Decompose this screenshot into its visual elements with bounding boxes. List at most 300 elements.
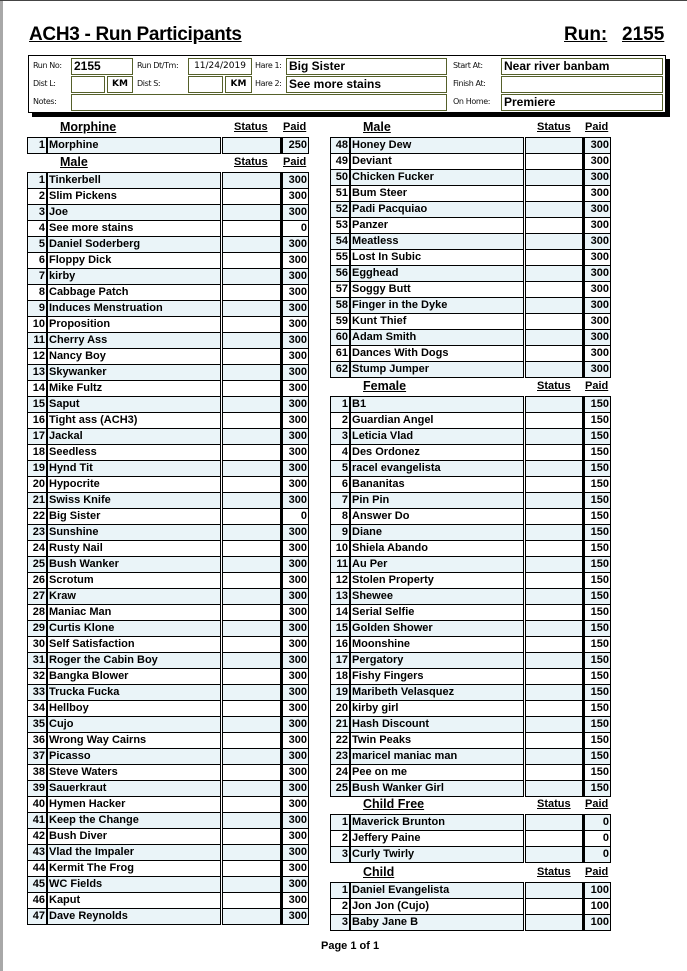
paid-amount: 300 xyxy=(583,330,611,346)
row-number: 22 xyxy=(27,509,48,525)
participant-status xyxy=(222,749,281,765)
paid-amount: 150 xyxy=(583,605,611,621)
row-number: 52 xyxy=(330,202,351,218)
participant-row xyxy=(27,349,309,365)
participant-status xyxy=(222,909,281,925)
participant-name: kirby xyxy=(48,269,221,285)
paid-amount: 300 xyxy=(281,717,309,733)
participant-row xyxy=(330,266,611,282)
row-number: 12 xyxy=(27,349,48,365)
notes-label: Notes: xyxy=(33,97,57,106)
row-number: 57 xyxy=(330,282,351,298)
participant-status xyxy=(222,653,281,669)
row-number: 35 xyxy=(27,717,48,733)
paid-amount: 300 xyxy=(281,877,309,893)
on-home-label: On Home: xyxy=(453,97,491,106)
participant-status xyxy=(222,269,281,285)
paid-column-header: Paid xyxy=(283,121,307,133)
participant-name: Mike Fultz xyxy=(48,381,221,397)
participant-name: kirby girl xyxy=(351,701,524,717)
participant-name: maricel maniac man xyxy=(351,749,524,765)
participant-name: Soggy Butt xyxy=(351,282,524,298)
row-number: 49 xyxy=(330,154,351,170)
paid-amount: 300 xyxy=(281,493,309,509)
participant-name: Curly Twirly xyxy=(351,847,524,863)
participant-row xyxy=(330,637,611,653)
paid-amount: 300 xyxy=(281,765,309,781)
paid-amount: 300 xyxy=(583,346,611,362)
report-title: ACH3 - Run Participants xyxy=(29,24,242,45)
paid-amount: 150 xyxy=(583,541,611,557)
paid-amount: 300 xyxy=(281,285,309,301)
run-dt-field: 11/24/2019 xyxy=(188,58,252,75)
participant-status xyxy=(525,477,583,493)
participant-name: Scrotum xyxy=(48,573,221,589)
paid-amount: 300 xyxy=(281,733,309,749)
paid-amount: 150 xyxy=(583,685,611,701)
run-value: 2155 xyxy=(622,24,665,45)
run-no-label: Run No: xyxy=(33,61,62,70)
participant-name: Sauerkraut xyxy=(48,781,221,797)
row-number: 1 xyxy=(330,396,351,413)
row-number: 10 xyxy=(330,541,351,557)
run-info-box xyxy=(28,55,666,113)
participant-status xyxy=(222,237,281,253)
participant-row xyxy=(330,557,611,573)
participant-name: Swiss Knife xyxy=(48,493,221,509)
participant-row xyxy=(27,461,309,477)
paid-amount: 0 xyxy=(281,221,309,237)
participant-name: Big Sister xyxy=(48,509,221,525)
section-title: Male xyxy=(363,120,391,134)
paid-amount: 300 xyxy=(281,237,309,253)
participant-name: Maniac Man xyxy=(48,605,221,621)
row-number: 54 xyxy=(330,234,351,250)
row-number: 6 xyxy=(330,477,351,493)
participant-row xyxy=(27,525,309,541)
participant-status xyxy=(222,589,281,605)
participant-status xyxy=(222,333,281,349)
participant-row xyxy=(27,253,309,269)
participant-name: Stump Jumper xyxy=(351,362,524,378)
participant-name: Rusty Nail xyxy=(48,541,221,557)
paid-amount: 0 xyxy=(583,831,611,847)
paid-amount: 300 xyxy=(281,621,309,637)
participant-name: Wrong Way Cairns xyxy=(48,733,221,749)
participant-status xyxy=(525,396,583,413)
row-number: 3 xyxy=(330,429,351,445)
participant-row xyxy=(27,605,309,621)
participant-name: Finger in the Dyke xyxy=(351,298,524,314)
row-number: 18 xyxy=(27,445,48,461)
participant-row xyxy=(27,205,309,221)
row-number: 34 xyxy=(27,701,48,717)
participant-name: Tinkerbell xyxy=(48,172,221,189)
participant-row xyxy=(330,765,611,781)
participant-name: Hynd Tit xyxy=(48,461,221,477)
participant-status xyxy=(222,669,281,685)
section-title: Child Free xyxy=(363,797,425,811)
participant-name: Bananitas xyxy=(351,477,524,493)
row-number: 3 xyxy=(330,915,351,931)
participant-row xyxy=(27,189,309,205)
participant-name: Seedless xyxy=(48,445,221,461)
participant-row xyxy=(27,285,309,301)
paid-amount: 300 xyxy=(281,557,309,573)
participant-row xyxy=(330,298,611,314)
row-number: 38 xyxy=(27,765,48,781)
participant-status xyxy=(222,349,281,365)
paid-amount: 300 xyxy=(281,189,309,205)
row-number: 26 xyxy=(27,573,48,589)
participant-row xyxy=(330,685,611,701)
row-number: 28 xyxy=(27,605,48,621)
row-number: 6 xyxy=(27,253,48,269)
participant-row xyxy=(330,573,611,589)
participant-row xyxy=(330,525,611,541)
participant-status xyxy=(525,461,583,477)
participant-row xyxy=(330,882,611,899)
paid-amount: 300 xyxy=(583,202,611,218)
row-number: 19 xyxy=(330,685,351,701)
participant-row xyxy=(330,137,611,154)
row-number: 9 xyxy=(27,301,48,317)
participant-status xyxy=(222,893,281,909)
participant-status xyxy=(525,814,583,831)
paid-amount: 300 xyxy=(583,314,611,330)
participant-row xyxy=(330,717,611,733)
status-column-header: Status xyxy=(234,121,268,133)
dist-l-field xyxy=(71,76,105,93)
participant-row xyxy=(330,605,611,621)
participant-status xyxy=(222,137,281,154)
row-number: 7 xyxy=(330,493,351,509)
paid-amount: 150 xyxy=(583,621,611,637)
participant-name: Floppy Dick xyxy=(48,253,221,269)
participant-status xyxy=(222,509,281,525)
participant-row xyxy=(27,877,309,893)
paid-column-header: Paid xyxy=(283,156,307,168)
participant-name: Bum Steer xyxy=(351,186,524,202)
participant-status xyxy=(525,154,583,170)
participant-name: Dances With Dogs xyxy=(351,346,524,362)
participant-name: Diane xyxy=(351,525,524,541)
paid-amount: 300 xyxy=(583,137,611,154)
paid-amount: 300 xyxy=(281,669,309,685)
participant-status xyxy=(222,605,281,621)
participant-row xyxy=(27,653,309,669)
paid-amount: 300 xyxy=(281,909,309,925)
participant-status xyxy=(525,573,583,589)
participant-name: Honey Dew xyxy=(351,137,524,154)
participant-status xyxy=(222,877,281,893)
participant-name: Kunt Thief xyxy=(351,314,524,330)
participant-status xyxy=(525,557,583,573)
participant-status xyxy=(525,701,583,717)
paid-amount: 300 xyxy=(583,282,611,298)
participant-row xyxy=(27,445,309,461)
participant-status xyxy=(222,765,281,781)
row-number: 24 xyxy=(27,541,48,557)
participant-status xyxy=(222,221,281,237)
participant-name: Keep the Change xyxy=(48,813,221,829)
row-number: 62 xyxy=(330,362,351,378)
paid-amount: 300 xyxy=(281,269,309,285)
paid-amount: 300 xyxy=(281,205,309,221)
row-number: 21 xyxy=(27,493,48,509)
participant-row xyxy=(27,781,309,797)
participant-name: Nancy Boy xyxy=(48,349,221,365)
row-number: 2 xyxy=(330,899,351,915)
paid-amount: 300 xyxy=(281,365,309,381)
paid-amount: 300 xyxy=(281,541,309,557)
page-top-border xyxy=(0,0,687,1)
participant-name: Padi Pacquiao xyxy=(351,202,524,218)
participant-name: Sunshine xyxy=(48,525,221,541)
participant-row xyxy=(27,829,309,845)
participant-name: Baby Jane B xyxy=(351,915,524,931)
participant-status xyxy=(525,717,583,733)
paid-amount: 300 xyxy=(281,172,309,189)
row-number: 30 xyxy=(27,637,48,653)
participant-name: Cherry Ass xyxy=(48,333,221,349)
participant-name: racel evangelista xyxy=(351,461,524,477)
participant-status xyxy=(525,899,583,915)
participant-name: Pergatory xyxy=(351,653,524,669)
participant-row xyxy=(27,733,309,749)
participant-status xyxy=(222,317,281,333)
row-number: 19 xyxy=(27,461,48,477)
participant-name: Meatless xyxy=(351,234,524,250)
participant-row xyxy=(330,831,611,847)
row-number: 4 xyxy=(330,445,351,461)
row-number: 16 xyxy=(330,637,351,653)
paid-amount: 0 xyxy=(583,814,611,831)
participant-row xyxy=(27,557,309,573)
run-no-field: 2155 xyxy=(71,58,133,75)
participant-name: Answer Do xyxy=(351,509,524,525)
paid-amount: 150 xyxy=(583,429,611,445)
participant-status xyxy=(525,314,583,330)
participant-row xyxy=(330,847,611,863)
participant-status xyxy=(222,845,281,861)
participant-row xyxy=(330,701,611,717)
participant-row xyxy=(27,172,309,189)
participant-row xyxy=(27,621,309,637)
notes-field xyxy=(71,94,447,111)
participant-status xyxy=(525,781,583,797)
row-number: 1 xyxy=(27,137,48,154)
participant-row xyxy=(330,202,611,218)
participant-name: Steve Waters xyxy=(48,765,221,781)
participant-name: Picasso xyxy=(48,749,221,765)
row-number: 41 xyxy=(27,813,48,829)
participant-name: Tight ass (ACH3) xyxy=(48,413,221,429)
paid-amount: 150 xyxy=(583,573,611,589)
paid-amount: 150 xyxy=(583,589,611,605)
participant-row xyxy=(330,899,611,915)
participant-status xyxy=(222,429,281,445)
participant-name: Lost In Subic xyxy=(351,250,524,266)
participant-status xyxy=(525,186,583,202)
participant-name: WC Fields xyxy=(48,877,221,893)
participant-row xyxy=(27,237,309,253)
status-column-header: Status xyxy=(234,156,268,168)
participant-status xyxy=(222,172,281,189)
participant-name: Vlad the Impaler xyxy=(48,845,221,861)
row-number: 17 xyxy=(27,429,48,445)
participant-row xyxy=(27,717,309,733)
participant-name: Adam Smith xyxy=(351,330,524,346)
row-number: 61 xyxy=(330,346,351,362)
row-number: 51 xyxy=(330,186,351,202)
participant-row xyxy=(27,893,309,909)
participant-name: Curtis Klone xyxy=(48,621,221,637)
paid-amount: 300 xyxy=(281,349,309,365)
participant-status xyxy=(222,525,281,541)
row-number: 1 xyxy=(330,814,351,831)
participant-status xyxy=(525,589,583,605)
participant-status xyxy=(525,847,583,863)
participant-name: Des Ordonez xyxy=(351,445,524,461)
participant-name: Jackal xyxy=(48,429,221,445)
participant-row xyxy=(330,429,611,445)
start-label: Start At: xyxy=(453,61,483,70)
row-number: 31 xyxy=(27,653,48,669)
paid-amount: 300 xyxy=(583,170,611,186)
participant-row xyxy=(27,477,309,493)
participant-name: Shiela Abando xyxy=(351,541,524,557)
participant-status xyxy=(222,829,281,845)
participant-row xyxy=(27,813,309,829)
participant-status xyxy=(222,621,281,637)
paid-column-header: Paid xyxy=(585,798,609,810)
participant-name: Bangka Blower xyxy=(48,669,221,685)
row-number: 3 xyxy=(330,847,351,863)
participant-status xyxy=(222,397,281,413)
participant-status xyxy=(525,266,583,282)
status-column-header: Status xyxy=(537,866,571,878)
row-number: 11 xyxy=(330,557,351,573)
participant-name: Pin Pin xyxy=(351,493,524,509)
participant-status xyxy=(525,831,583,847)
participant-row xyxy=(330,186,611,202)
paid-amount: 300 xyxy=(281,813,309,829)
paid-amount: 150 xyxy=(583,701,611,717)
row-number: 2 xyxy=(330,831,351,847)
participant-status xyxy=(525,653,583,669)
row-number: 9 xyxy=(330,525,351,541)
participant-row xyxy=(27,397,309,413)
participant-row xyxy=(330,493,611,509)
run-label: Run: xyxy=(564,24,608,45)
participant-name: Twin Peaks xyxy=(351,733,524,749)
participant-row xyxy=(27,701,309,717)
participant-status xyxy=(222,477,281,493)
status-column-header: Status xyxy=(537,121,571,133)
participant-name: Trucka Fucka xyxy=(48,685,221,701)
participant-row xyxy=(27,765,309,781)
participant-status xyxy=(525,137,583,154)
paid-amount: 150 xyxy=(583,445,611,461)
participant-status xyxy=(525,445,583,461)
row-number: 14 xyxy=(27,381,48,397)
participant-row xyxy=(330,653,611,669)
participant-status xyxy=(222,493,281,509)
hare2-label: Hare 2: xyxy=(255,79,282,88)
participant-name: Bush Wanker Girl xyxy=(351,781,524,797)
participant-status xyxy=(525,250,583,266)
participant-name: Chicken Fucker xyxy=(351,170,524,186)
section-title: Female xyxy=(363,379,407,393)
participant-name: Proposition xyxy=(48,317,221,333)
participant-row xyxy=(330,314,611,330)
paid-amount: 150 xyxy=(583,493,611,509)
participant-name: Daniel Soderberg xyxy=(48,237,221,253)
paid-amount: 150 xyxy=(583,733,611,749)
participant-name: Induces Menstruation xyxy=(48,301,221,317)
row-number: 45 xyxy=(27,877,48,893)
participant-name: Guardian Angel xyxy=(351,413,524,429)
participant-name: Daniel Evangelista xyxy=(351,882,524,899)
participant-status xyxy=(222,381,281,397)
paid-amount: 300 xyxy=(281,637,309,653)
participant-row xyxy=(27,861,309,877)
row-number: 13 xyxy=(330,589,351,605)
participant-name: Maribeth Velasquez xyxy=(351,685,524,701)
row-number: 24 xyxy=(330,765,351,781)
participant-status xyxy=(525,282,583,298)
participant-row xyxy=(27,413,309,429)
participant-status xyxy=(222,541,281,557)
row-number: 14 xyxy=(330,605,351,621)
row-number: 17 xyxy=(330,653,351,669)
paid-amount: 300 xyxy=(281,445,309,461)
paid-amount: 300 xyxy=(281,861,309,877)
row-number: 40 xyxy=(27,797,48,813)
participant-name: Kaput xyxy=(48,893,221,909)
participant-name: See more stains xyxy=(48,221,221,237)
participant-row xyxy=(330,282,611,298)
participant-status xyxy=(525,685,583,701)
participant-name: Joe xyxy=(48,205,221,221)
participant-status xyxy=(525,669,583,685)
participant-row xyxy=(330,218,611,234)
paid-amount: 300 xyxy=(281,429,309,445)
row-number: 23 xyxy=(27,525,48,541)
paid-amount: 150 xyxy=(583,557,611,573)
row-number: 53 xyxy=(330,218,351,234)
row-number: 44 xyxy=(27,861,48,877)
participant-name: Dave Reynolds xyxy=(48,909,221,925)
paid-amount: 150 xyxy=(583,637,611,653)
paid-amount: 300 xyxy=(281,829,309,845)
row-number: 22 xyxy=(330,733,351,749)
paid-amount: 300 xyxy=(281,525,309,541)
participant-status xyxy=(525,170,583,186)
row-number: 15 xyxy=(330,621,351,637)
row-number: 15 xyxy=(27,397,48,413)
participant-name: Cujo xyxy=(48,717,221,733)
row-number: 58 xyxy=(330,298,351,314)
page-number: Page 1 of 1 xyxy=(321,940,380,952)
row-number: 47 xyxy=(27,909,48,925)
paid-amount: 300 xyxy=(583,250,611,266)
row-number: 43 xyxy=(27,845,48,861)
paid-amount: 150 xyxy=(583,525,611,541)
participant-status xyxy=(222,557,281,573)
participant-status xyxy=(222,445,281,461)
